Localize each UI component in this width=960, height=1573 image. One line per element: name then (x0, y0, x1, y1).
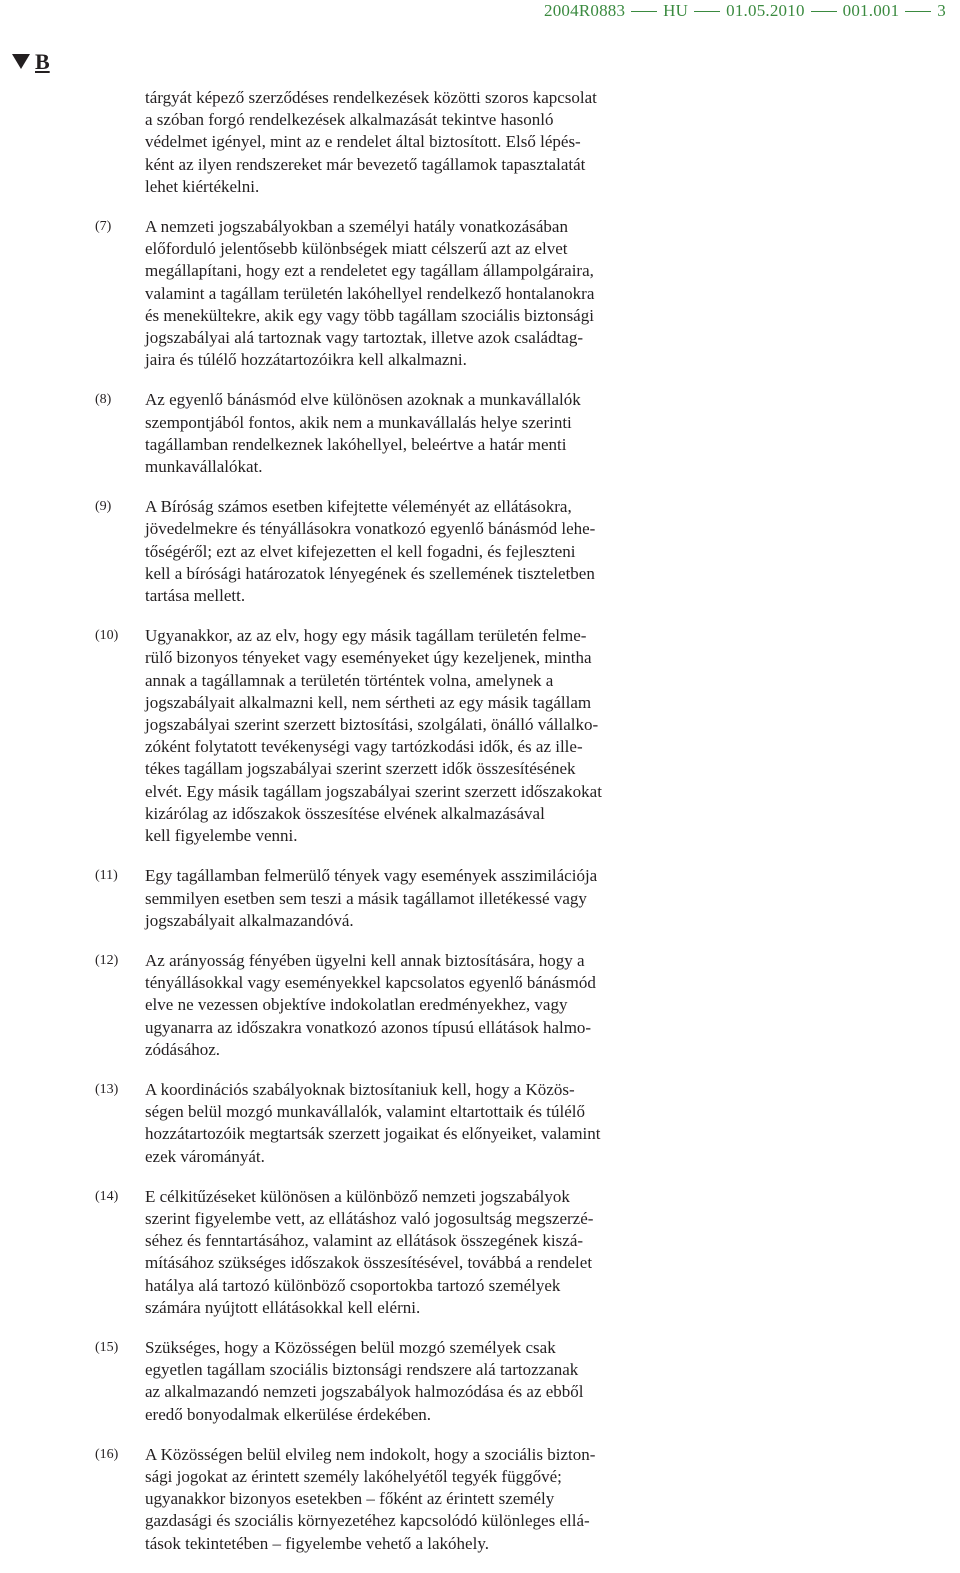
paragraph-text: Az arányosság fényében ügyelni kell annak biztosítására, hogy a tényállásokkal vagy eseményekkel kapcsolatos egyenlő bánásmód elve ne vezessen objektíve indokolatlan eredményekhez, vagy ugyanarra az időszakra vonatkozó azonos típusú ellátások halmo- zódásához. (145, 950, 596, 1059)
amendment-marker-letter: B (35, 49, 50, 74)
document-version: 001.001 (842, 1, 900, 20)
paragraph-number: (9) (95, 499, 112, 515)
recital-8 (95, 389, 679, 478)
intro-paragraph (95, 87, 679, 198)
paragraph-text: A Közösségen belül elvileg nem indokolt, hogy a szociális bizton- sági jogokat az érintett személy lakóhelyétől tegyék függővé; ugyanakkor bizonyos esetekben – főként az érintett személy gazdasági és szociális környezetéhez kapcsolódó különleges ellá- tások tekintetében – figyelembe vehető a lakóhely. (145, 1444, 596, 1553)
document-body (95, 87, 679, 1573)
document-date: 01.05.2010 (726, 1, 805, 20)
paragraph-number: (15) (95, 1339, 119, 1355)
paragraph-number: (12) (95, 952, 119, 968)
page-header (544, 0, 946, 22)
document-id: 2004R0883 (544, 1, 626, 20)
recital-15 (95, 1337, 679, 1426)
recital-14 (95, 1186, 679, 1319)
paragraph-number: (10) (95, 628, 119, 644)
recital-7 (95, 216, 679, 371)
paragraph-text: A koordinációs szabályoknak biztosítaniuk kell, hogy a Közös- ségen belül mozgó munkavállalók, valamint eltartottaik és túlélő hozzátartozóik megtartsák szerzett jogaikat és előnyeiket, valamint ezek várományát. (145, 1079, 601, 1166)
recital-12 (95, 950, 679, 1061)
amendment-marker (12, 50, 50, 74)
paragraph-text: Egy tagállamban felmerülő tények vagy események asszimilációja semmilyen esetben sem teszi a másik tagállamot illetékessé vagy jogszabályait alkalmazandóvá. (145, 866, 598, 930)
header-separator (631, 11, 657, 12)
recital-16 (95, 1444, 679, 1555)
paragraph-text: Az egyenlő bánásmód elve különösen azoknak a munkavállalók szempontjából fontos, akik nem a munkavállalás helye szerinti tagállamban rendelkeznek lakóhellyel, beleértve a határ menti munkavállalókat. (145, 390, 581, 477)
paragraph-text: E célkitűzéseket különösen a különböző nemzeti jogszabályok szerint figyelembe vett, az ellátáshoz való jogosultság megszerzé- séhez és fenntartásához, valamint az ellátások összegének kiszá- mításához szükséges időszakok összesítésével, továbbá a rendelet hatálya alá tartozó különböző csoportokba tartozó személyek számára nyújtott ellátásokkal kell elérni. (145, 1186, 594, 1317)
down-triangle-icon (12, 54, 30, 69)
header-separator (694, 11, 720, 12)
paragraph-number: (8) (95, 392, 112, 408)
paragraph-text: Szükséges, hogy a Közösségen belül mozgó személyek csak egyetlen tagállam szociális biztonsági rendszere alá tartozzanak az alkalmazandó nemzeti jogszabályok halmozódása és az ebből eredő bonyodalmak elkerülése érdekében. (145, 1337, 584, 1424)
language-code: HU (663, 1, 689, 20)
paragraph-text: Ugyanakkor, az az elv, hogy egy másik tagállam területén felme- rülő bizonyos tényeket vagy eseményeket úgy kezeljenek, mintha annak a tagállamnak a területén történtek volna, amelynek a jogszabályait alkalmazni kell, nem sértheti az egy másik tagállam jogszabályai szerint szerzett biztosítási, szolgálati, önálló vállalko- zóként folytatott tevékenységi vagy tartózkodási idők, és az ille- tékes tagállam jogszabályai szerint szerzett idők összesítésének elvét. Egy másik tagállam jogszabályai szerint szerzett időszakokat kizárólag az időszakok összesítése elvének alkalmazásával kell figyelembe venni. (145, 626, 602, 846)
paragraph-number: (7) (95, 219, 112, 235)
paragraph-text: tárgyát képező szerződéses rendelkezések közötti szoros kapcsolat a szóban forgó rendelkezések alkalmazását tekintve hasonló védelmet igényel, mint az e rendelet által biztosított. Első lépés- ként az ilyen rendszereket már bevezető tagállamok tapasztalatát lehet kiértékelni. (145, 88, 597, 196)
recital-9 (95, 496, 679, 607)
paragraph-number: (14) (95, 1188, 119, 1204)
recital-11 (95, 865, 679, 932)
paragraph-number: (11) (95, 868, 118, 884)
recital-10 (95, 625, 679, 847)
paragraph-number: (16) (95, 1446, 119, 1462)
page-number: 3 (937, 1, 946, 20)
recital-13 (95, 1079, 679, 1168)
header-separator (905, 11, 931, 12)
paragraph-number: (13) (95, 1081, 119, 1097)
header-separator (811, 11, 837, 12)
paragraph-text: A nemzeti jogszabályokban a személyi hatály vonatkozásában előforduló jelentősebb különbségek miatt célszerű azt az elvet megállapítani, hogy ezt a rendeletet egy tagállam állampolgáraira, valamint a tagállam területén lakóhellyel rendelkező hontalanokra és menekültekre, akik egy vagy több tagállam szociális biztonsági jogszabályai alá tartoznak vagy tartoztak, illetve azok családtag- jaira és túlélő hozzátartozóikra kell alkalmazni. (145, 217, 595, 370)
paragraph-text: A Bíróság számos esetben kifejtette véleményét az ellátásokra, jövedelmekre és tényállásokra vonatkozó egyenlő bánásmód lehe- tőségéről; ezt az elvet kifejezetten el kell fogadni, és fejleszteni kell a bírósági határozatok lényegének és szellemének tiszteletben tartása mellett. (145, 497, 596, 606)
paragraph-number (95, 87, 145, 198)
